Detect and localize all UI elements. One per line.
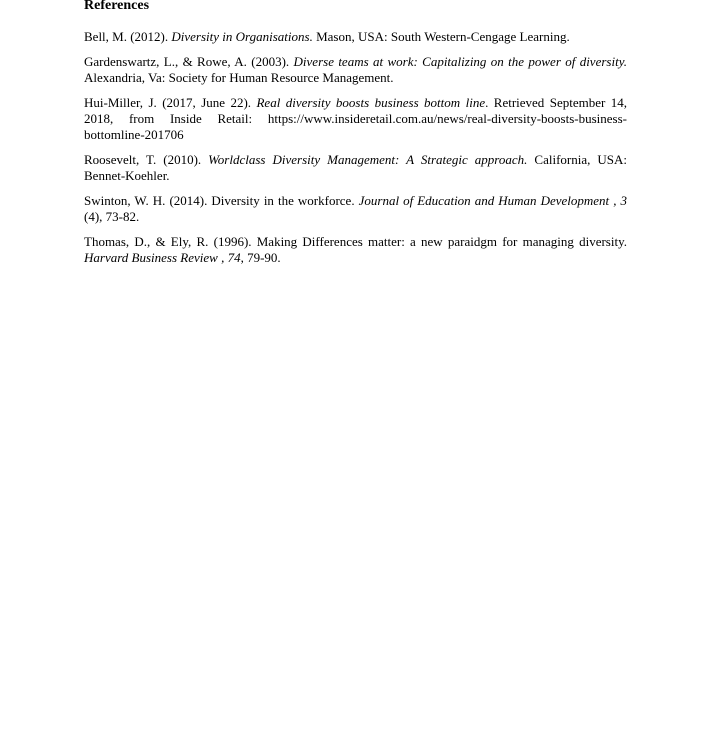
reference-entry	[84, 152, 627, 184]
reference-text: Mason, USA: South Western-Cengage Learning.	[312, 29, 570, 44]
reference-text: Gardenswartz, L., & Rowe, A. (2003).	[84, 54, 294, 69]
reference-text: . Retrieved September 14, 2018, from Inside Retail: https://www.insideretail.com.au/news/real-diversity-boosts-business-bottomline-201706	[84, 95, 627, 142]
references-heading: References	[84, 0, 150, 13]
reference-entry	[84, 95, 627, 143]
reference-text: Roosevelt, T. (2010).	[84, 152, 209, 167]
reference-entry	[84, 193, 627, 225]
reference-entry	[84, 54, 627, 86]
reference-title: Diverse teams at work: Capitalizing on the power of diversity.	[293, 54, 627, 69]
reference-text: Swinton, W. H. (2014). Diversity in the workforce.	[84, 193, 359, 208]
reference-text: , 79-90.	[240, 250, 281, 265]
reference-title: Harvard Business Review , 74	[84, 250, 241, 265]
reference-title: Diversity in Organisations.	[171, 29, 313, 44]
reference-title: Real diversity boosts business bottom line	[256, 95, 486, 110]
references-section	[84, 0, 627, 275]
reference-entry	[84, 29, 627, 45]
reference-text: Thomas, D., & Ely, R. (1996). Making Differences matter: a new paraidgm for managing diversity.	[84, 234, 627, 249]
reference-text: California, USA: Bennet-Koehler.	[84, 152, 627, 183]
reference-text: Hui-Miller, J. (2017, June 22).	[84, 95, 257, 110]
reference-title: Journal of Education and Human Development , 3	[358, 193, 627, 208]
reference-entry	[84, 234, 627, 266]
reference-text: Alexandria, Va: Society for Human Resource Management.	[84, 70, 394, 85]
reference-text: (4), 73-82.	[84, 209, 140, 224]
reference-title: Worldclass Diversity Management: A Strategic approach.	[208, 152, 528, 167]
reference-text: Bell, M. (2012).	[84, 29, 172, 44]
